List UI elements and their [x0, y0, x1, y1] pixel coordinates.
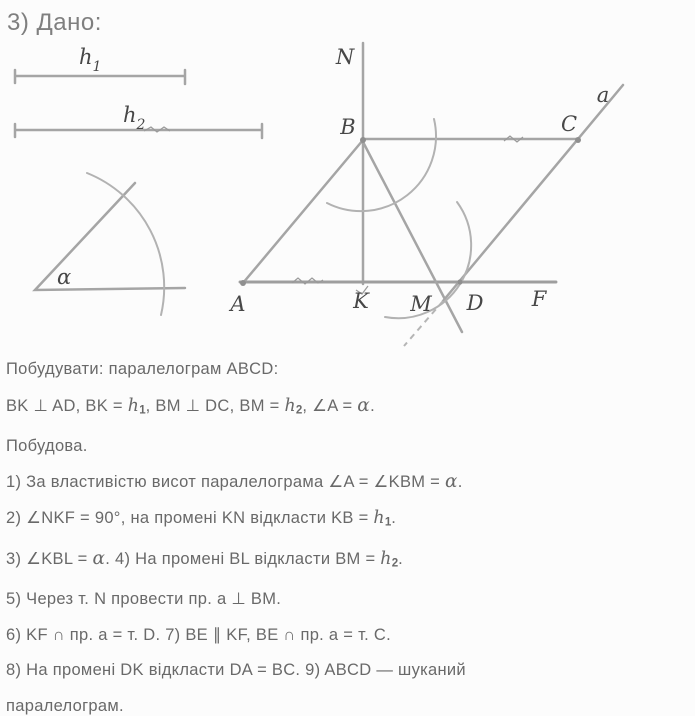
label-a: a	[596, 83, 610, 107]
text-segment: Побудувати: паралелограм ABCD:	[6, 360, 279, 378]
given-heading: 3) Дано:	[7, 9, 102, 36]
text-segment: 6) KF ∩ пр. a = т. D. 7) BE ∥ KF, BE ∩ пр. a = т. C.	[6, 625, 392, 644]
construction-diagram	[0, 0, 695, 355]
text-segment: BK ⊥ AD, BK =	[6, 396, 128, 415]
text-segment: 2	[295, 404, 303, 417]
h1-base: h	[79, 45, 93, 69]
text-segment: .	[370, 396, 375, 415]
text-segment: 1) За властивістю висот паралелограма ∠A = ∠KBM =	[6, 473, 445, 492]
text-segment: α	[92, 548, 106, 570]
label-F: F	[531, 287, 547, 311]
solution-text	[6, 352, 694, 716]
text-segment: 2) ∠NKF = 90°, на промені KN відкласти KB =	[6, 508, 374, 527]
text-segment: h	[373, 507, 385, 528]
text-segment: 2	[391, 557, 399, 570]
text-segment: α	[357, 394, 371, 416]
label-A: A	[230, 292, 246, 316]
solution-line-step-3-4	[6, 541, 694, 582]
given-angle-label: α	[57, 265, 72, 289]
text-segment: , ∠A =	[302, 396, 358, 415]
side-AB	[243, 140, 363, 283]
point-B	[360, 137, 366, 143]
solution-line-step-1	[6, 464, 694, 501]
text-segment: 1	[384, 516, 392, 529]
point-C	[575, 137, 581, 143]
text-segment: паралелограм.	[6, 696, 124, 715]
text-segment: h	[284, 395, 296, 416]
point-A	[240, 280, 246, 286]
text-segment: 8) На промені DK відкласти DA = BC. 9) ABCD — шуканий	[6, 661, 466, 680]
text-segment: Побудова.	[6, 436, 88, 455]
label-N: N	[335, 45, 355, 69]
line-a	[443, 85, 623, 301]
given-h1-label	[79, 45, 101, 75]
text-segment: , BM ⊥ DC, BM =	[145, 396, 285, 415]
solution-line-step-2	[6, 501, 694, 541]
point-D	[457, 279, 462, 284]
text-segment: h	[127, 395, 140, 416]
text-segment: α	[445, 471, 458, 493]
text-segment: 1	[139, 404, 146, 417]
text-segment: h	[380, 549, 392, 570]
text-segment: . 4) На промені BL відкласти BM =	[105, 550, 381, 569]
solution-line-build-task	[6, 352, 694, 388]
text-segment: .	[391, 508, 397, 527]
h2-subscript: 2	[136, 117, 146, 133]
text-segment: .	[457, 473, 463, 492]
label-B: B	[340, 115, 356, 139]
label-C: C	[560, 112, 578, 136]
text-segment: 5) Через т. N провести пр. a ⊥ BM.	[6, 590, 282, 609]
solution-line-step-5	[6, 582, 694, 618]
solution-line-conditions	[6, 388, 694, 429]
solution-line-step-9-cont	[6, 689, 694, 716]
solution-line-construction-heading	[6, 429, 694, 465]
text-segment: .	[398, 550, 404, 569]
bc-compass-mark	[504, 136, 523, 142]
given-h2-label	[123, 103, 146, 133]
solution-line-step-8-9	[6, 653, 694, 689]
label-D: D	[466, 291, 484, 315]
h2-base: h	[123, 103, 137, 127]
label-K: K	[353, 289, 369, 313]
solution-line-step-6-7	[6, 618, 694, 654]
h1-subscript: 1	[92, 59, 102, 75]
label-M: M	[410, 292, 432, 316]
text-segment: 3) ∠KBL =	[6, 550, 93, 569]
